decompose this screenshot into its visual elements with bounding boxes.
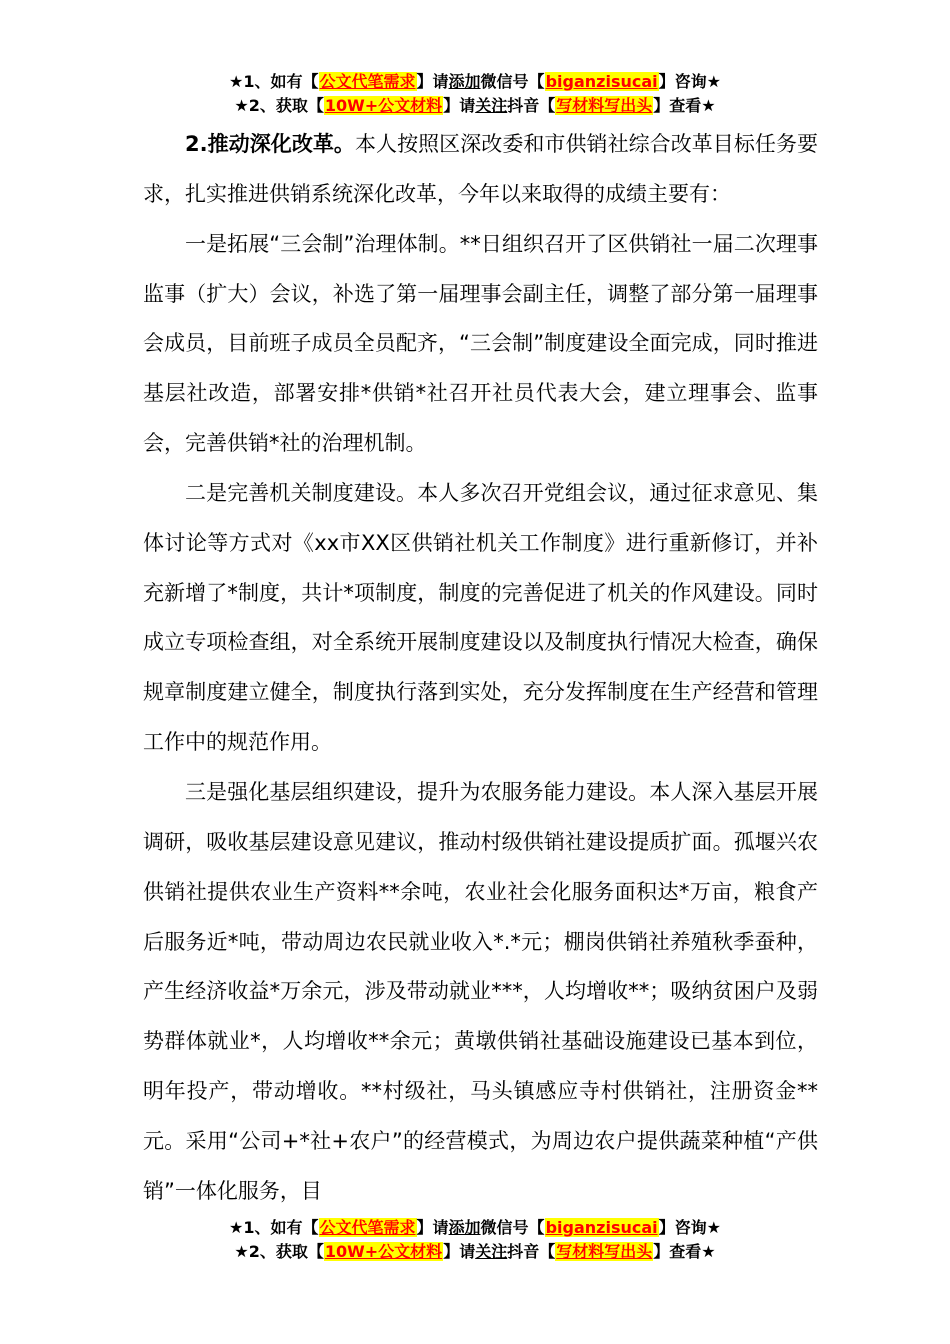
- promo-highlight: biganzisucai: [545, 1218, 658, 1237]
- promo-text: 】请: [443, 96, 476, 115]
- promo-text: 】查看★: [653, 96, 716, 115]
- promo-text: ★2、获取【: [234, 96, 324, 115]
- promo-highlight: biganzisucai: [545, 72, 658, 91]
- section-intro: 本人按照区深改委和市供销社综合改革目标任务要求，扎实推进供销系统深化改革，今年以来取得的成绩主要有：: [143, 132, 819, 206]
- promo-text: ★1、如有【: [229, 1218, 319, 1237]
- promo-highlight: 10W+公文材料: [324, 1242, 443, 1261]
- promo-underlined: 添加: [448, 1218, 481, 1237]
- promo-text: 】请: [443, 1242, 476, 1261]
- promo-text: 】请: [416, 1218, 449, 1237]
- paragraph-grassroots: 三是强化基层组织建设，提升为农服务能力建设。本人深入基层开展调研，吸收基层建设意见建议，推动村级供销社建设提质扩面。孤堰兴农供销社提供农业生产资料**余吨，农业社会化服务面积达*万亩，粮食产后服务近*吨，带动周边农民就业收入*.*元；棚岗供销社养殖秋季蚕种，产生经济收益*万余元，涉及带动就业***，人均增收**；吸纳贫困户及弱势群体就业*，人均增收**余元；黄墩供销社基础设施建设已基本到位，明年投产，带动增收。**村级社，马头镇感应寺村供销社，注册资金**元。采用“公司+*社+农户”的经营模式，为周边农户提供蔬菜种植“产供销”一体化服务，目: [143, 779, 818, 1203]
- promo-highlight: 公文代笔需求: [319, 1218, 416, 1237]
- promo-underlined: 关注: [475, 96, 508, 115]
- promo-highlight: 公文代笔需求: [319, 72, 416, 91]
- promo-highlight: 10W+公文材料: [324, 96, 443, 115]
- paragraph-three-council: 一是拓展“三会制”治理体制。**日组织召开了区供销社一届二次理事监事（扩大）会议，补选了第一届理事会副主任，调整了部分第一届理事会成员，目前班子成员全员配齐，“三会制”制度建设全面完成，同时推进基层社改造，部署安排*供销*社召开社员代表大会，建立理事会、监事会，完善供销*社的治理机制。: [143, 231, 818, 456]
- promo-text: 抖音【: [507, 1242, 556, 1261]
- promo-underlined: 关注: [475, 1242, 508, 1261]
- section-heading-paragraph: [143, 120, 818, 220]
- paragraph-institution: 二是完善机关制度建设。本人多次召开党组会议，通过征求意见、集体讨论等方式对《xx市XX区供销社机关工作制度》进行重新修订，并补充新增了*制度，共计*项制度，制度的完善促进了机关的作风建设。同时成立专项检查组，对全系统开展制度建设以及制度执行情况大检查，确保规章制度建立健全，制度执行落到实处，充分发挥制度在生产经营和管理工作中的规范作用。: [143, 480, 818, 755]
- promo-highlight: 写材料写出头: [556, 96, 653, 115]
- promo-line-2: [0, 1240, 950, 1264]
- promo-text: 微信号【: [480, 72, 545, 91]
- promo-line-1: [0, 1216, 950, 1240]
- promo-text: 】请: [416, 72, 449, 91]
- promo-text: 】查看★: [653, 1242, 716, 1261]
- promo-text: 】咨询★: [658, 1218, 721, 1237]
- document-body: [143, 120, 818, 1217]
- promo-highlight: 写材料写出头: [556, 1242, 653, 1261]
- section-heading: 2.推动深化改革。: [185, 132, 355, 156]
- promo-text: ★2、获取【: [234, 1242, 324, 1261]
- promo-text: 抖音【: [507, 96, 556, 115]
- promo-text: 】咨询★: [658, 72, 721, 91]
- promo-underlined: 添加: [448, 72, 481, 91]
- promo-banner-top: [0, 70, 950, 118]
- promo-line-1: [0, 70, 950, 94]
- promo-line-2: [0, 94, 950, 118]
- promo-text: ★1、如有【: [229, 72, 319, 91]
- promo-text: 微信号【: [480, 1218, 545, 1237]
- promo-banner-bottom: [0, 1216, 950, 1264]
